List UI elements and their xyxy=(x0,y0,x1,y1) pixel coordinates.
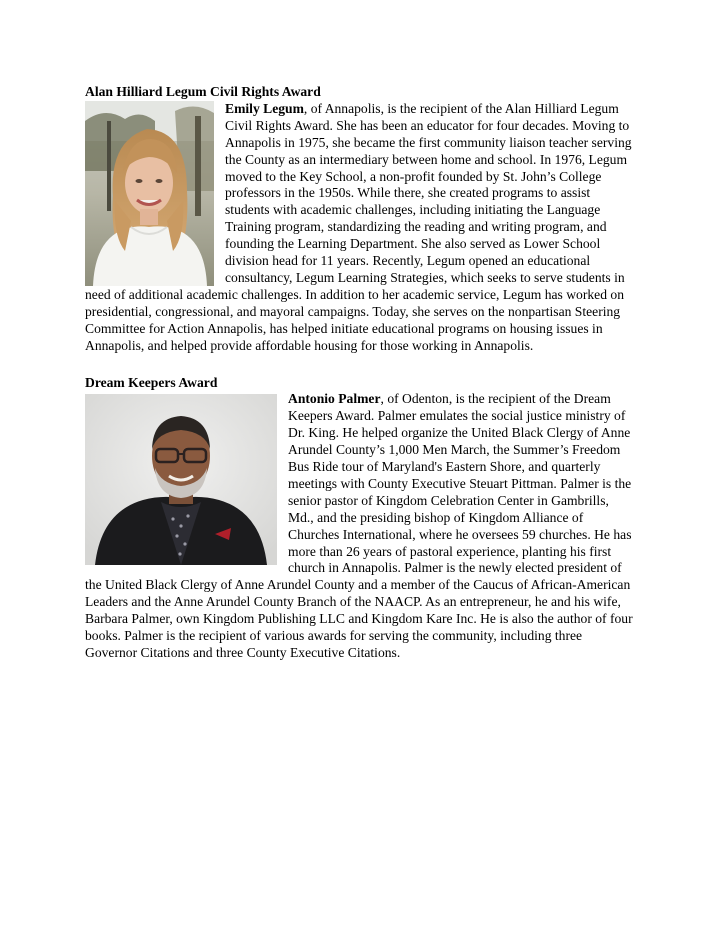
award-body-text: , of Annapolis, is the recipient of the Alan Hilliard Legum Civil Rights Award. She has been an educator for four decades. Moving to Annapolis in 1975, she became the first community liaison teacher serving the County as an intermediary between home and school. In 1976, Legum moved to the Key School, a non-profit founded by St. John’s College professors in the 1950s. While there, she created programs to assist students with academic challenges, including initiating the Language Training program, standardizing the reading and writing program, and founding the Learning Department. She also served as Lower School division head for 11 years. Recently, Legum opened an educational consultancy, Legum Learning Strategies, which seeks to serve students in need of additional academic challenges. In addition to her academic service, Legum has worked on presidential, congressional, and mayoral campaigns. Today, she serves on the nonpartisan Steering Committee for Action Annapolis, has helped initiate educational programs on housing issues in Annapolis, and helped provide affordable housing for those working in Annapolis. xyxy=(85,100,632,353)
document-page xyxy=(85,84,637,662)
award-section-palmer xyxy=(85,375,637,662)
award-body-text: , of Odenton, is the recipient of the Dream Keepers Award. Palmer emulates the social justice ministry of Dr. King. He helped organize the United Black Clergy of Anne Arundel County’s 1,000 Men March, the Summer’s Freedom Bus Ride tour of Maryland's Eastern Shore, and quarterly meetings with County Executive Steuart Pittman. Palmer is the senior pastor of Kingdom Celebration Center in Gambrills, Md., and the presiding bishop of Kingdom Alliance of Churches International, where he oversees 59 churches. He has more than 26 years of pastoral experience, planting his first church in Annapolis. Palmer is the newly elected president of the United Black Clergy of Anne Arundel County and a member of the Caucus of African-American Leaders and the Anne Arundel County Branch of the NAACP. As an entrepreneur, he and his wife, Barbara Palmer, own Kingdom Publishing LLC and Kingdom Kare Inc. He is also the author of four books. Palmer is the recipient of various awards for serving the community, including three Governor Citations and three County Executive Citations. xyxy=(85,391,633,660)
award-section-legum xyxy=(85,84,637,355)
recipient-photo-antonio-palmer xyxy=(85,394,277,565)
recipient-name: Emily Legum xyxy=(225,100,304,116)
recipient-name: Antonio Palmer xyxy=(288,391,381,407)
award-title: Dream Keepers Award xyxy=(85,374,218,390)
award-title: Alan Hilliard Legum Civil Rights Award xyxy=(85,84,321,99)
recipient-photo-emily-legum xyxy=(85,101,214,286)
